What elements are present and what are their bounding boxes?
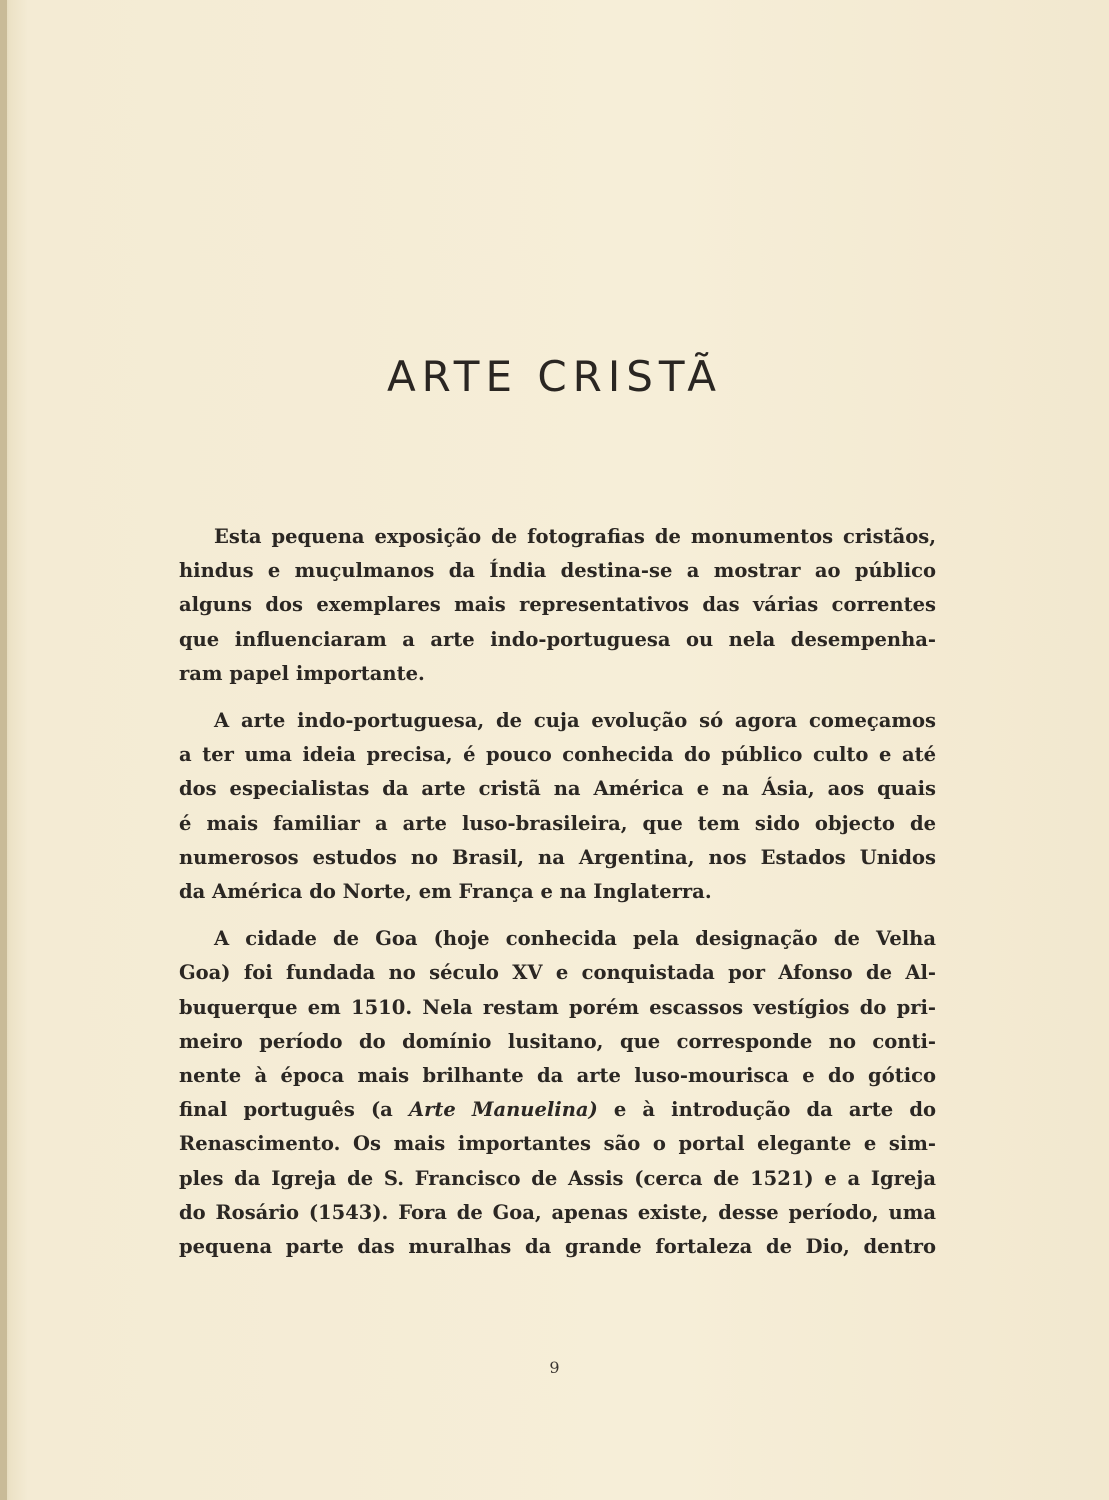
paragraph-3 — [179, 922, 936, 1264]
paragraph-1 — [179, 520, 936, 691]
text-line: Esta pequena exposição de fotografias de monumentos cristãos, — [214, 525, 936, 548]
text-line-with-italic — [179, 1093, 936, 1127]
text-line: A arte indo-portuguesa, de cuja evolução só agora começamos — [214, 709, 936, 733]
text-line: dos especialistas da arte cristã na América e na Ásia, aos quais — [179, 777, 936, 801]
page-title: ARTE CRISTÃ — [386, 352, 723, 401]
italic-term: Arte Manuelina) — [408, 1098, 598, 1122]
paragraph-2 — [179, 704, 936, 909]
text-line: pequena parte das muralhas da grande fortaleza de Dio, dentro — [179, 1235, 936, 1259]
text-segment: e à introdução da arte do — [597, 1098, 936, 1122]
text-line: do Rosário (1543). Fora de Goa, apenas existe, desse período, uma — [179, 1200, 936, 1224]
text-line: hindus e muçulmanos da Índia destina-se a mostrar ao público — [179, 559, 936, 583]
text-line: buquerque em 1510. Nela restam porém escassos vestígios do pri- — [179, 995, 936, 1019]
page-number: 9 — [549, 1358, 560, 1377]
text-line: da América do Norte, em França e na Inglaterra. — [179, 880, 712, 904]
text-line: a ter uma ideia precisa, é pouco conhecida do público culto e até — [179, 743, 936, 767]
page-binding-edge — [0, 0, 7, 1500]
text-line: Renascimento. Os mais importantes são o portal elegante e sim- — [179, 1132, 936, 1156]
text-line: que influenciaram a arte indo-portuguesa ou nela desempenha- — [179, 627, 936, 651]
text-line: ples da Igreja de S. Francisco de Assis (cerca de 1521) e a Igreja — [179, 1166, 936, 1190]
text-line: A cidade de Goa (hoje conhecida pela designação de Velha — [214, 927, 936, 951]
text-line: Goa) foi fundada no século XV e conquistada por Afonso de Al- — [179, 961, 936, 985]
text-line: alguns dos exemplares mais representativos das várias correntes — [179, 593, 936, 617]
body-text — [179, 520, 936, 1277]
text-segment: final português (a — [179, 1098, 409, 1122]
text-line: numerosos estudos no Brasil, na Argentina, nos Estados Unidos — [179, 845, 936, 869]
text-line: ram papel importante. — [179, 661, 425, 685]
text-line: nente à época mais brilhante da arte luso-mourisca e do gótico — [179, 1064, 936, 1088]
text-line: meiro período do domínio lusitano, que corresponde no conti- — [179, 1029, 936, 1053]
text-line: é mais familiar a arte luso-brasileira, que tem sido objecto de — [179, 811, 936, 835]
